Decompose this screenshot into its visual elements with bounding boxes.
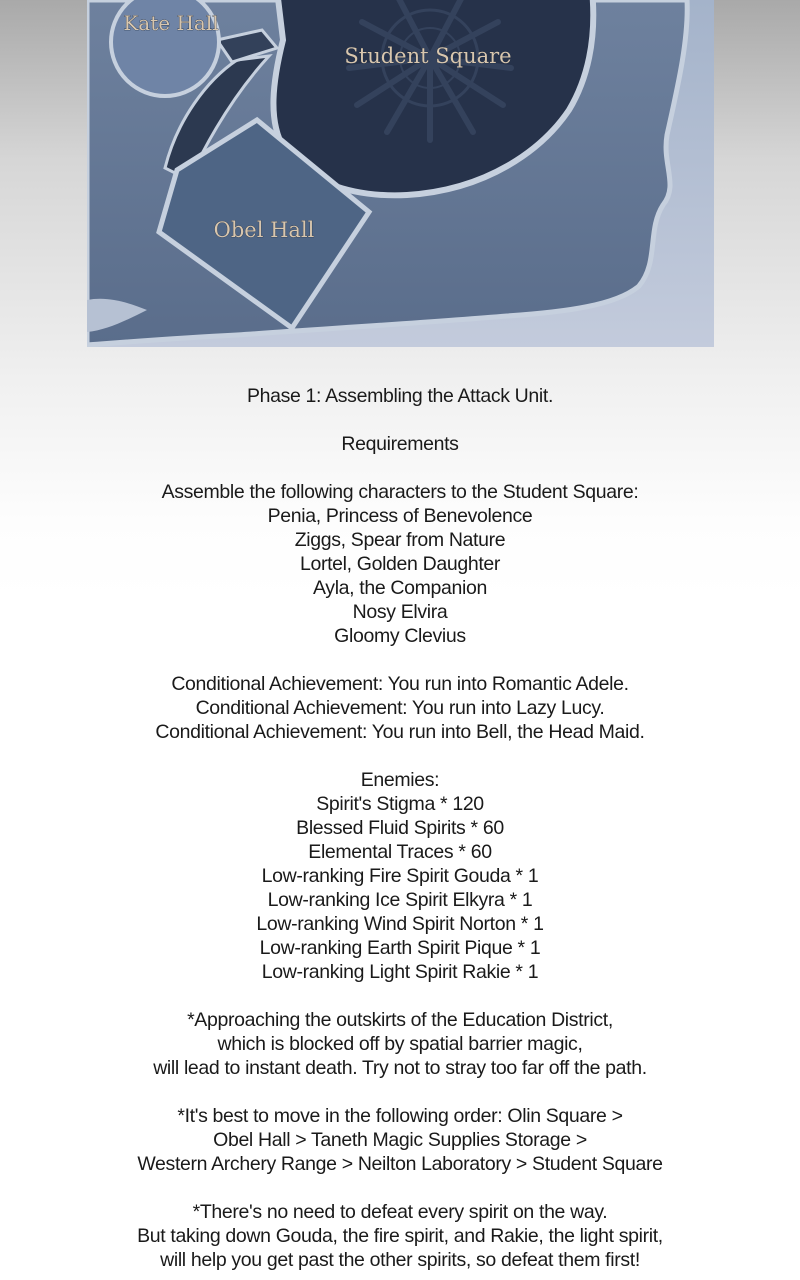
enemy-item: Low-ranking Light Spirit Rakie * 1 [261, 961, 539, 983]
warning-line: *Approaching the outskirts of the Education District, [187, 1009, 613, 1031]
conditional-achievement: Conditional Achievement: You run into Lazy Lucy. [195, 697, 605, 719]
warning-line: will lead to instant death. Try not to stray too far off the path. [153, 1057, 647, 1079]
requirements-heading: Requirements [341, 433, 459, 455]
quest-description [0, 384, 800, 1272]
enemy-item: Spirit's Stigma * 120 [316, 793, 484, 815]
character-item: Ziggs, Spear from Nature [294, 529, 506, 551]
kate-hall-label: Kate Hall [123, 11, 219, 35]
enemy-item: Elemental Traces * 60 [308, 841, 492, 863]
enemies-heading: Enemies: [360, 769, 440, 791]
spirit-tip-line: But taking down Gouda, the fire spirit, and Rakie, the light spirit, [137, 1225, 663, 1247]
character-item: Ayla, the Companion [312, 577, 488, 599]
route-tip-line: *It's best to move in the following order: Olin Square > [177, 1105, 623, 1127]
spacer [0, 984, 800, 1008]
phase-title: Phase 1: Assembling the Attack Unit. [246, 385, 554, 407]
student-square-label: Student Square [344, 44, 512, 68]
conditional-achievement: Conditional Achievement: You run into Romantic Adele. [171, 673, 629, 695]
enemy-item: Low-ranking Fire Spirit Gouda * 1 [261, 865, 539, 887]
campus-map [87, 0, 714, 347]
character-item: Lortel, Golden Daughter [299, 553, 501, 575]
enemy-item: Low-ranking Ice Spirit Elkyra * 1 [267, 889, 533, 911]
spacer [0, 456, 800, 480]
assemble-intro: Assemble the following characters to the Student Square: [161, 481, 639, 503]
route-tip-line: Obel Hall > Taneth Magic Supplies Storage > [213, 1129, 587, 1151]
spirit-tip-line: will help you get past the other spirits, so defeat them first! [160, 1249, 640, 1271]
warning-line: which is blocked off by spatial barrier magic, [217, 1033, 583, 1055]
enemy-item: Low-ranking Earth Spirit Pique * 1 [259, 937, 541, 959]
spacer [0, 1080, 800, 1104]
character-item: Penia, Princess of Benevolence [267, 505, 533, 527]
spacer [0, 744, 800, 768]
spirit-tip-line: *There's no need to defeat every spirit on the way. [192, 1201, 608, 1223]
enemy-item: Low-ranking Wind Spirit Norton * 1 [256, 913, 544, 935]
campus-map-graphic [87, 0, 714, 347]
route-tip-line: Western Archery Range > Neilton Laboratory > Student Square [137, 1153, 663, 1175]
character-item: Nosy Elvira [352, 601, 448, 623]
spacer [0, 408, 800, 432]
spacer [0, 648, 800, 672]
character-item: Gloomy Clevius [334, 625, 466, 647]
spacer [0, 1176, 800, 1200]
enemy-item: Blessed Fluid Spirits * 60 [296, 817, 504, 839]
obel-hall-label: Obel Hall [213, 218, 315, 242]
conditional-achievement: Conditional Achievement: You run into Bell, the Head Maid. [155, 721, 645, 743]
